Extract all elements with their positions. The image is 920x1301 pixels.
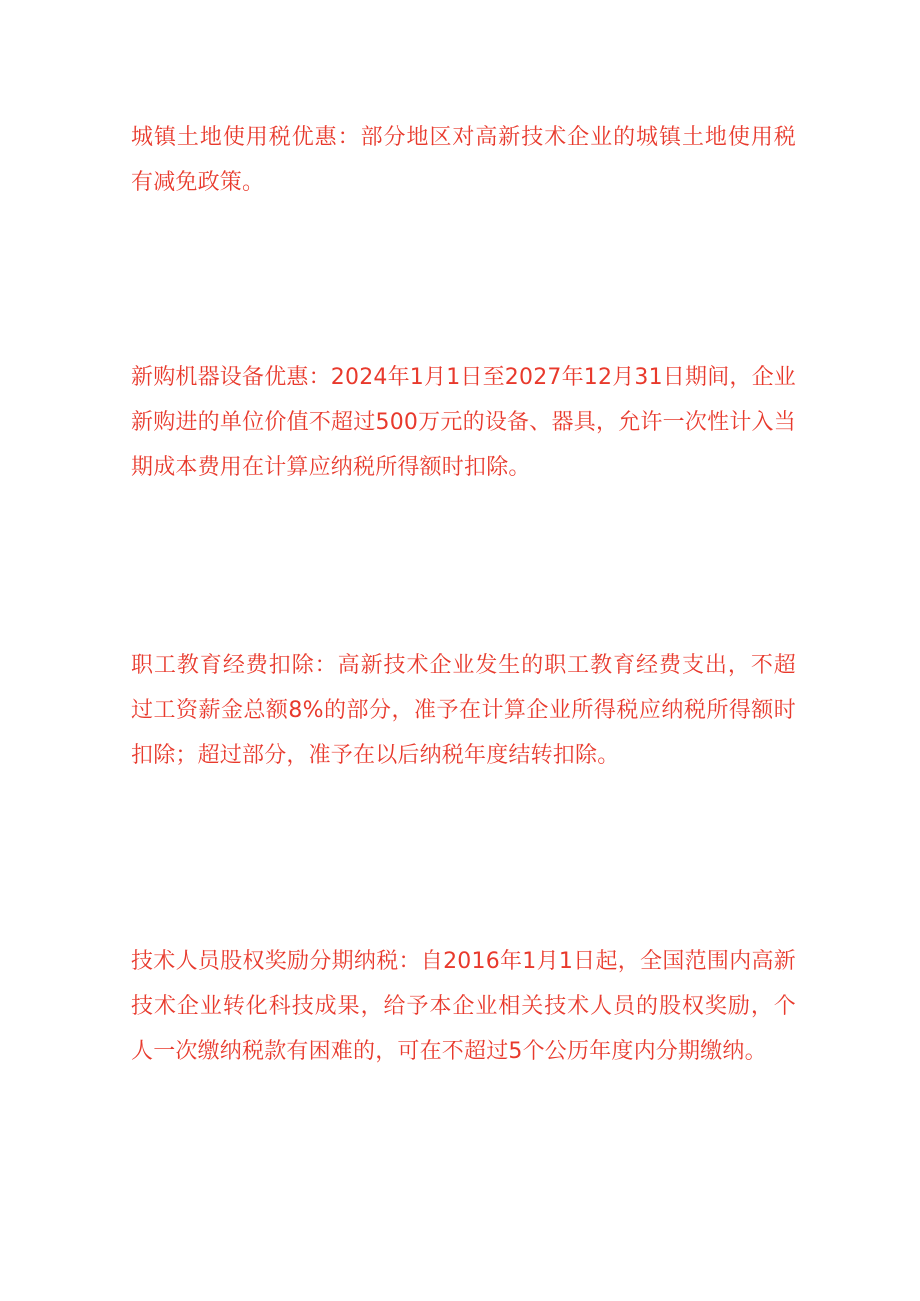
- paragraph-land-use-tax-benefit: 城镇土地使用税优惠：部分地区对高新技术企业的城镇土地使用税有减免政策。: [131, 125, 796, 195]
- paragraph-equity-incentive-installment-tax: 技术人员股权奖励分期纳税：自2016年1月1日起，全国范围内高新技术企业转化科技成果，给予本企业相关技术人员的股权奖励，个人一次缴纳税款有困难的，可在不超过5个公历年度内分期缴纳。: [131, 949, 796, 1064]
- paragraph-equipment-purchase-benefit: 新购机器设备优惠：2024年1月1日至2027年12月31日期间，企业新购进的单位价值不超过500万元的设备、器具，允许一次性计入当期成本费用在计算应纳税所得额时扣除。: [131, 365, 796, 480]
- paragraph-employee-education-deduction: 职工教育经费扣除：高新技术企业发生的职工教育经费支出，不超过工资薪金总额8%的部分，准予在计算企业所得税应纳税所得额时扣除；超过部分，准予在以后纳税年度结转扣除。: [131, 653, 796, 768]
